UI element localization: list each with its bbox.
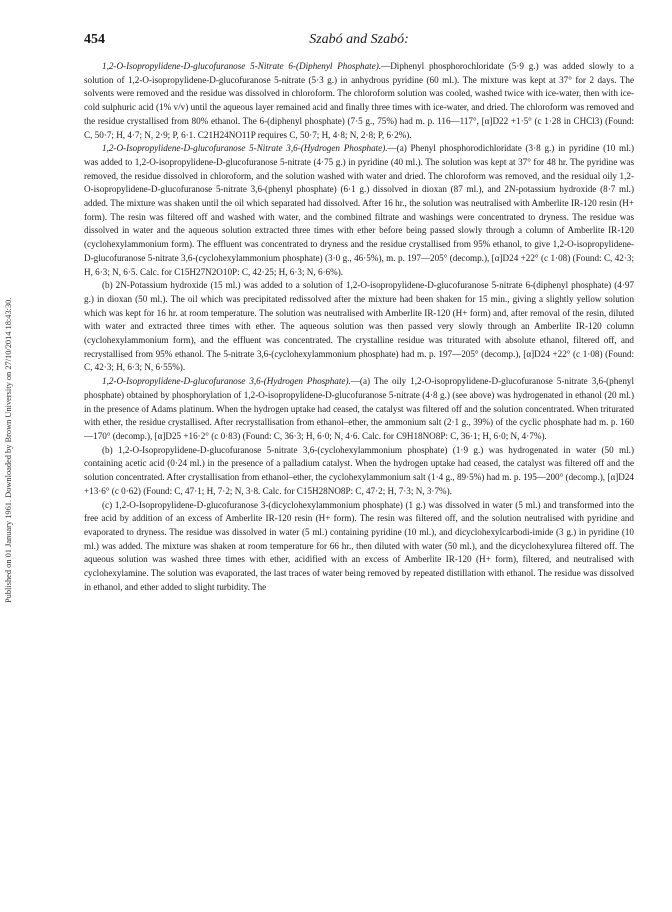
paragraph-5 [84, 444, 634, 499]
paragraph-3 [84, 279, 634, 375]
paragraph-text: —(a) The oily 1,2-O-isopropylidene-D-glucofuranose 5-nitrate 3,6-(phenyl phosphate) obtained by phosphorylation of 1,2-O-isopropylidene-D-glucofuranose 5-nitrate (4·8 g.) (see above) was hydrogenated in ethanol (20 ml.) in the presence of Adams platinum. When the hydrogen uptake had ceased, the catalyst was filtered off and the solution concentrated. When triturated with ether, the residue crystallised. After recrystallisation from ethanol–ether, the ammonium salt (2·1 g., 39%) of the cyclic phosphate had m. p. 160—170° (decomp.), [α]D25 +16·2° (c 0·83) (Found: C, 36·3; H, 6·0; N, 4·6. Calc. for C9H18NO8P: C, 36·1; H, 6·0; N, 4·7%). [84, 376, 634, 441]
paragraph-text: (b) 1,2-O-Isopropylidene-D-glucofuranose 5-nitrate 3,6-(cyclohexylammonium phosphate) (1·9 g.) was hydrogenated in water (50 ml.) containing acetic acid (0·24 ml.) in the presence of a palladium catalyst. When the hydrogen uptake had ceased, the catalyst was filtered off and the solution concentrated. After crystallisation from ethanol–ether, the cyclohexylammonium salt (1·4 g., 89·5%) had m. p. 195—200° (decomp.), [α]D24 +13·6° (c 0·62) (Found: C, 47·1; H, 7·2; N, 3·8. Calc. for C15H28NO8P: C, 47·2; H, 7·3; N, 3·7%). [84, 444, 634, 496]
page-number: 454 [84, 32, 105, 47]
page-header [84, 32, 634, 54]
paragraph-text: (b) 2N-Potassium hydroxide (15 ml.) was added to a solution of 1,2-O-isopropylidene-D-glucofuranose 5-nitrate 6-(diphenyl phosphate) (4·97 g.) in dioxan (50 ml.). The oil which was precipitated redissolved after the mixture had been shaken for 15 min., giving a slightly yellow solution which was kept for 16 hr. at room temperature. The solution was neutralised with Amberlite IR-120 (H+ form) and, after removal of the resin, diluted with water and extracted three times with ether. The aqueous solution was then passed very slowly through an Amberlite IR-120 column (cyclohexylammonium form), and the effluent was concentrated. The crystalline residue was triturated with absolute ethanol, filtered off, and recrystallised from 95% ethanol. The 5-nitrate 3,6-(cyclohexylammonium phosphate) had m. p. 197—205° (decomp.), [α]D24 +22° (c 1·08) (Found: C, 42·3; H, 6·3; N, 6·55%). [84, 280, 634, 373]
paragraph-heading: 1,2-O-Isopropylidene-D-glucofuranose 5-Nitrate 6-(Diphenyl Phosphate). [102, 61, 382, 71]
paragraph-1 [84, 60, 634, 142]
paragraph-heading: 1,2-O-Isopropylidene-D-glucofuranose 3,6-(Hydrogen Phosphate). [102, 376, 351, 387]
article-body [84, 60, 634, 905]
paragraph-4 [84, 375, 634, 444]
paragraph-heading: 1,2-O-Isopropylidene-D-glucofuranose 5-Nitrate 3,6-(Hydrogen Phosphate). [102, 143, 388, 154]
paragraph-text: (c) 1,2-O-Isopropylidene-D-glucofuranose 3-(dicyclohexylammonium phosphate) (1 g.) was dissolved in water (5 ml.) and transformed into the free acid by addition of an excess of Amberlite IR-120 resin (H+ form). The resin was filtered off, and the solution neutralised with pyridine and evaporated to dryness. The residue was dissolved in water (5 ml.) containing pyridine (10 ml.), and dicyclohexylcarbodi-imide (3 g.) in pyridine (10 ml.) was added. The mixture was shaken at room temperature for 66 hr., then diluted with water (50 ml.), and the dicyclohexylurea filtered off. The aqueous solution was washed three times with ether, acidified with an excess of Amberlite IR-120 (H+ form), filtered, and neutralised with cyclohexylamine. The solution was evaporated, the last traces of water being removed by repeated distillation with ethanol. The residue was dissolved in ethanol, and ether added to slight turbidity. The [84, 499, 634, 592]
paragraph-6 [84, 499, 634, 595]
paragraph-text: —(a) Phenyl phosphorodichloridate (3·8 g.) in pyridine (10 ml.) was added to 1,2-O-isopropylidene-D-glucofuranose 5-nitrate (4·75 g.) in pyridine (40 ml.). The solution was kept at 37° for 48 hr. The pyridine was removed, the residue dissolved in chloroform, and the solution washed with water and dried. The chloroform was removed, and the residual oily 1,2-O-isopropylidene-D-glucofuranose 5-nitrate 3,6-(phenyl phosphate) (6·1 g.) dissolved in dioxan (87 ml.), and 2N-potassium hydroxide (8·7 ml.) added. The mixture was shaken until the oil which separated had dissolved. After 16 hr., the solution was neutralised with Amberlite IR-120 resin (H+ form). The resin was filtered off and washed with water, and the combined filtrate and washings were concentrated to dryness. The residue was dissolved in water and the aqueous solution extracted three times with ether before being passed slowly through a column of Amberlite IR-120 (cyclohexylammonium form). The effluent was concentrated to dryness and the residue crystallised from 95% ethanol, to give 1,2-O-isopropylidene-D-glucofuranose 5-nitrate 3,6-(cyclohexylammonium phosphate) (3·0 g., 46·5%), m. p. 197—205° (decomp.), [α]D24 +22° (c 1·08) (Found: C, 42·3; H, 6·3; N, 6·5. Calc. for C15H27N2O10P: C, 42·25; H, 6·3; N, 6·6%). [84, 143, 634, 277]
running-head: Szabó and Szabó: [309, 32, 409, 47]
paragraph-2 [84, 142, 634, 279]
download-watermark: Published on 01 January 1961. Downloaded by Brown University on 27/10/2014 18:43:30. [4, 297, 13, 603]
paragraph-text: —Diphenyl phosphorochloridate (5·9 g.) was added slowly to a solution of 1,2-O-isopropylidene-D-glucofuranose 5-nitrate (5·3 g.) in anhydrous pyridine (60 ml.). The mixture was kept at 37° for 2 days. The solvents were removed and the residue was dissolved in chloroform. The chloroform solution was cooled, washed twice with ice-water, then with ice-cold sulphuric acid (1% v/v) until the aqueous layer remained acid and finally three times with ice-water, and dried. The chloroform was removed and the residue crystallised from 80% ethanol. The 6-(diphenyl phosphate) (7·5 g., 75%) had m. p. 116—117°, [α]D22 +1·5° (c 1·28 in CHCl3) (Found: C, 50·7; H, 4·7; N, 2·9; P, 6·1. C21H24NO11P requires C, 50·7; H, 4·8; N, 2·8; P, 6·2%). [84, 61, 634, 140]
